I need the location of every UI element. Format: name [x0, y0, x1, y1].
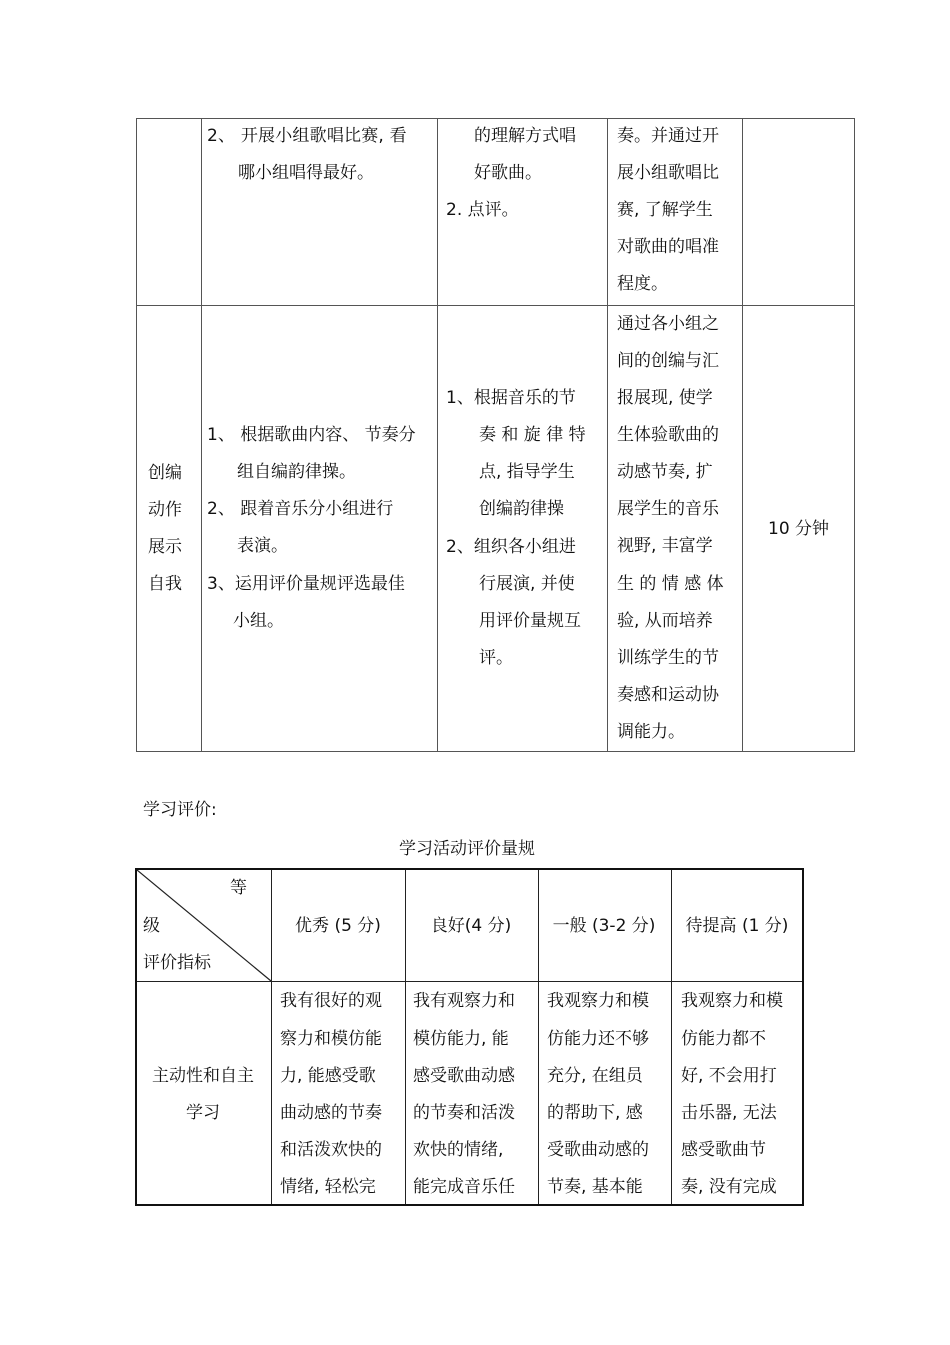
teacher-line: 创编韵律操: [479, 499, 564, 519]
rubric-cell-line: 仿能力还不够: [547, 1029, 649, 1049]
rubric-cell-line: 我观察力和模: [681, 991, 783, 1011]
rubric-cell-line: 能完成音乐任: [413, 1177, 515, 1197]
rubric-cell-line: 模仿能力, 能: [413, 1029, 509, 1049]
rubric-cell-line: 力, 能感受歌: [280, 1066, 376, 1086]
rubric-cell-line: 奏, 没有完成: [681, 1177, 777, 1197]
row-divider: [137, 305, 854, 306]
column-divider: [607, 119, 608, 751]
intent-line: 生 的 情 感 体: [617, 574, 724, 594]
teacher-line: 奏 和 旋 律 特: [479, 425, 586, 445]
rubric-cell-line: 我有很好的观: [280, 991, 382, 1011]
rubric-cell-line: 击乐器, 无法: [681, 1103, 777, 1123]
rubric-cell-line: 仿能力都不: [681, 1029, 766, 1049]
rubric-cell-line: 充分, 在组员: [547, 1066, 643, 1086]
activity-line: 哪小组唱得最好。: [238, 163, 374, 183]
activity-line: 小组。: [233, 611, 284, 631]
rubric-cell-line: 我观察力和模: [547, 991, 649, 1011]
time-value: 10 分钟: [768, 519, 830, 539]
intent-line: 赛, 了解学生: [617, 200, 713, 220]
stage-line: 动作: [148, 500, 182, 520]
teacher-line: 1、根据音乐的节: [446, 388, 576, 408]
activity-line: 2、 开展小组歌唱比赛, 看: [207, 126, 407, 146]
intent-line: 训练学生的节: [617, 648, 719, 668]
header-average: 一般 (3-2 分): [552, 916, 656, 936]
activity-line: 表演。: [237, 536, 288, 556]
rubric-cell-line: 受歌曲动感的: [547, 1140, 649, 1160]
intent-line: 展小组歌唱比: [617, 163, 719, 183]
rubric-cell-line: 欢快的情绪,: [413, 1140, 504, 1160]
rubric-cell-line: 察力和模仿能: [280, 1029, 382, 1049]
teacher-line: 的理解方式唱: [474, 126, 576, 146]
rubric-cell-line: 我有观察力和: [413, 991, 515, 1011]
activity-line: 1、 根据歌曲内容、 节奏分: [207, 425, 416, 445]
intent-line: 验, 从而培养: [617, 611, 713, 631]
teacher-line: 用评价量规互: [479, 611, 581, 631]
intent-line: 奏。并通过开: [617, 126, 719, 146]
header-needs-improvement: 待提高 (1 分): [685, 916, 789, 936]
rubric-cell-line: 的节奏和活泼: [413, 1103, 515, 1123]
activity-line: 2、 跟着音乐分小组进行: [207, 499, 394, 519]
rubric-cell-line: 的帮助下, 感: [547, 1103, 643, 1123]
teacher-line: 2. 点评。: [446, 200, 519, 220]
section-label: 学习评价:: [143, 800, 217, 820]
intent-line: 通过各小组之: [617, 314, 719, 334]
column-divider: [742, 119, 743, 751]
rubric-title: 学习活动评价量规: [399, 839, 535, 859]
corner-indicator-label: 评价指标: [143, 953, 211, 973]
stage-line: 展示: [148, 537, 182, 557]
indicator-label: 学习: [186, 1103, 220, 1123]
rubric-cell-line: 和活泼欢快的: [280, 1140, 382, 1160]
intent-line: 调能力。: [617, 722, 685, 742]
intent-line: 视野, 丰富学: [617, 536, 713, 556]
stage-line: 创编: [148, 463, 182, 483]
header-excellent: 优秀 (5 分): [295, 916, 381, 936]
teacher-line: 行展演, 并使: [479, 574, 575, 594]
teacher-line: 好歌曲。: [474, 163, 542, 183]
indicator-label: 主动性和自主: [152, 1066, 254, 1086]
activity-line: 组自编韵律操。: [237, 462, 356, 482]
stage-line: 自我: [148, 574, 182, 594]
teacher-line: 点, 指导学生: [479, 462, 575, 482]
intent-line: 动感节奏, 扩: [617, 462, 713, 482]
header-good: 良好(4 分): [430, 916, 512, 936]
intent-line: 奏感和运动协: [617, 685, 719, 705]
corner-grade-label: 等: [230, 878, 247, 898]
rubric-cell-line: 曲动感的节奏: [280, 1103, 382, 1123]
intent-line: 对歌曲的唱准: [617, 237, 719, 257]
intent-line: 报展现, 使学: [617, 388, 713, 408]
column-divider: [437, 119, 438, 751]
intent-line: 间的创编与汇: [617, 351, 719, 371]
activity-line: 3、运用评价量规评选最佳: [207, 574, 405, 594]
rubric-cell-line: 节奏, 基本能: [547, 1177, 643, 1197]
intent-line: 展学生的音乐: [617, 499, 719, 519]
column-divider: [201, 119, 202, 751]
rubric-cell-line: 好, 不会用打: [681, 1066, 777, 1086]
intent-line: 程度。: [617, 274, 668, 294]
rubric-cell-line: 情绪, 轻松完: [280, 1177, 376, 1197]
teacher-line: 2、组织各小组进: [446, 537, 576, 557]
corner-grade-label: 级: [143, 916, 160, 936]
rubric-cell-line: 感受歌曲节: [681, 1140, 766, 1160]
teacher-line: 评。: [479, 648, 513, 668]
intent-line: 生体验歌曲的: [617, 425, 719, 445]
rubric-cell-line: 感受歌曲动感: [413, 1066, 515, 1086]
